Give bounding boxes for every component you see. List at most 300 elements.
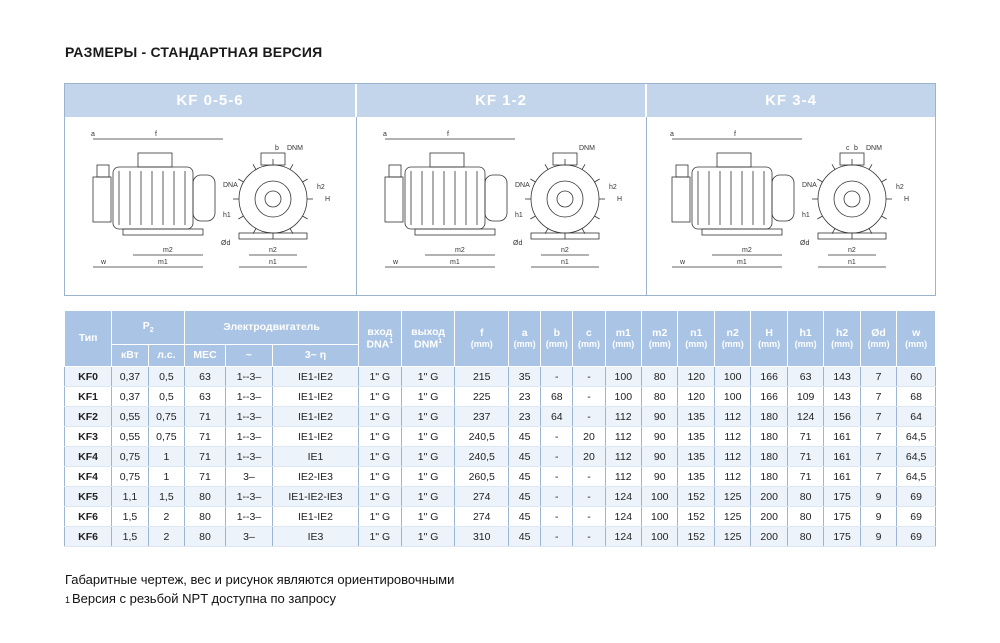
dim-label-f: f <box>734 131 736 138</box>
table-cell: 274 <box>455 507 509 527</box>
table-cell: 112 <box>714 467 750 487</box>
front-fin <box>817 179 822 182</box>
drawing-header-kf056: KF 0-5-6 <box>65 84 357 117</box>
table-cell: 45 <box>509 447 541 467</box>
front-motor-outline <box>818 165 886 233</box>
table-cell: 71 <box>787 467 823 487</box>
table-cell: - <box>573 487 605 507</box>
table-cell: 9 <box>860 527 896 547</box>
front-fin <box>253 164 256 169</box>
front-fin <box>817 216 822 219</box>
table-cell: 23 <box>509 407 541 427</box>
table-cell: 225 <box>455 387 509 407</box>
motor-foot <box>415 229 495 235</box>
col-dim-h1: h1 (mm) <box>787 311 823 367</box>
motor-foot <box>123 229 203 235</box>
table-cell: 3– <box>225 467 272 487</box>
table-cell: 1--3– <box>225 507 272 527</box>
table-cell: 180 <box>751 447 787 467</box>
table-cell: 124 <box>787 407 823 427</box>
table-cell: 69 <box>897 487 936 507</box>
pump-front-view <box>513 145 622 267</box>
front-fin <box>238 216 243 219</box>
table-cell: 1--3– <box>225 407 272 427</box>
model-cell: KF1 <box>65 387 112 407</box>
front-fin <box>238 179 243 182</box>
table-cell: 45 <box>509 507 541 527</box>
table-cell: 310 <box>455 527 509 547</box>
table-cell: 2 <box>148 527 184 547</box>
table-cell: 112 <box>714 447 750 467</box>
dim-label-c: c <box>846 145 850 152</box>
pump-outlet-port <box>389 165 401 177</box>
table-cell: 120 <box>678 367 714 387</box>
model-cell: KF3 <box>65 427 112 447</box>
table-cell: 1" G <box>401 467 455 487</box>
table-cell: 80 <box>642 387 678 407</box>
note-approximate: Габаритные чертеж, вес и рисунок являются ориентировочными <box>65 572 455 587</box>
dim-label-n1: n1 <box>561 259 569 266</box>
table-cell: 2 <box>148 507 184 527</box>
dim-label-h2: h2 <box>317 184 325 191</box>
pump-side-view <box>670 131 802 267</box>
table-cell: 1--3– <box>225 367 272 387</box>
front-fin <box>530 216 535 219</box>
table-cell: 1" G <box>358 467 401 487</box>
dim-label-h1: h1 <box>515 212 523 219</box>
table-cell: 166 <box>751 387 787 407</box>
table-cell: 112 <box>605 407 641 427</box>
drawing-kf056 <box>65 117 357 295</box>
table-cell: 80 <box>185 507 226 527</box>
front-fin <box>290 164 293 169</box>
table-cell: 35 <box>509 367 541 387</box>
table-cell: IE1-IE2 <box>273 507 359 527</box>
table-cell: 20 <box>573 447 605 467</box>
pump-drawing <box>357 117 647 295</box>
table-cell: 124 <box>605 487 641 507</box>
table-cell: 1,5 <box>112 527 148 547</box>
table-cell: 80 <box>787 487 823 507</box>
dim-label-m1: m1 <box>737 259 747 266</box>
table-cell: 1,1 <box>112 487 148 507</box>
table-cell: 68 <box>541 387 573 407</box>
dim-label-m1: m1 <box>158 259 168 266</box>
table-cell: 135 <box>678 427 714 447</box>
table-cell: 135 <box>678 467 714 487</box>
table-cell: 64,5 <box>897 427 936 447</box>
table-cell: 1" G <box>358 527 401 547</box>
table-cell: - <box>541 427 573 447</box>
model-cell: KF2 <box>65 407 112 427</box>
front-motor-outline <box>531 165 599 233</box>
table-cell: - <box>541 507 573 527</box>
table-cell: 1--3– <box>225 487 272 507</box>
table-cell: 71 <box>185 447 226 467</box>
table-cell: IE1-IE2-IE3 <box>273 487 359 507</box>
table-cell: 71 <box>185 467 226 487</box>
model-cell: KF6 <box>65 527 112 547</box>
pump-side-view <box>383 131 515 267</box>
table-cell: 45 <box>509 527 541 547</box>
table-cell: 7 <box>860 427 896 447</box>
dim-label-h1: h1 <box>223 212 231 219</box>
table-cell: 68 <box>897 387 936 407</box>
table-cell: 180 <box>751 407 787 427</box>
table-cell: 64,5 <box>897 447 936 467</box>
pump-front-view <box>221 145 330 267</box>
table-cell: 1 <box>148 447 184 467</box>
dim-label-m2: m2 <box>742 247 752 254</box>
table-cell: 1" G <box>401 427 455 447</box>
table-row <box>65 467 936 487</box>
table-cell: 152 <box>678 507 714 527</box>
table-cell: 1" G <box>358 407 401 427</box>
motor-body <box>405 167 485 229</box>
table-cell: 143 <box>824 367 860 387</box>
table-cell: 125 <box>714 527 750 547</box>
dim-label-h2: h2 <box>896 184 904 191</box>
table-cell: 64 <box>897 407 936 427</box>
table-row <box>65 507 936 527</box>
table-cell: 1" G <box>401 507 455 527</box>
terminal-box <box>138 153 172 167</box>
table-cell: 180 <box>751 427 787 447</box>
dim-label-w: w <box>680 259 686 266</box>
col-dim-a: a (mm) <box>509 311 541 367</box>
col-motor: Электродвигатель <box>185 311 359 345</box>
dim-label-w: w <box>393 259 399 266</box>
table-cell: 63 <box>787 367 823 387</box>
table-cell: - <box>573 407 605 427</box>
table-cell: 3– <box>225 527 272 547</box>
table-cell: 90 <box>642 407 678 427</box>
dim-label-dnm: DNM <box>579 145 595 152</box>
pump-front-view <box>800 145 909 267</box>
model-cell: KF5 <box>65 487 112 507</box>
front-fin <box>881 216 886 219</box>
table-cell: 152 <box>678 527 714 547</box>
table-cell: IE1-IE2 <box>273 407 359 427</box>
dim-label-h: H <box>904 196 910 203</box>
col-dim-h2: h2 (mm) <box>824 311 860 367</box>
front-fin <box>594 179 599 182</box>
table-cell: 45 <box>509 487 541 507</box>
table-cell: 90 <box>642 427 678 447</box>
table-cell: 80 <box>642 367 678 387</box>
table-cell: 112 <box>714 407 750 427</box>
dim-label-a: a <box>91 131 95 138</box>
table-cell: 1" G <box>358 367 401 387</box>
table-cell: 124 <box>605 527 641 547</box>
table-cell: - <box>573 527 605 547</box>
table-cell: 1" G <box>401 447 455 467</box>
table-cell: 274 <box>455 487 509 507</box>
table-cell: 180 <box>751 467 787 487</box>
table-cell: 0,75 <box>148 427 184 447</box>
col-dim-d: Ød (mm) <box>860 311 896 367</box>
dim-label-a: a <box>383 131 387 138</box>
motor-foot <box>702 229 782 235</box>
table-cell: 156 <box>824 407 860 427</box>
motor-body <box>692 167 772 229</box>
front-fin <box>545 164 548 169</box>
table-row <box>65 487 936 507</box>
table-cell: IE2-IE3 <box>273 467 359 487</box>
table-cell: 100 <box>642 527 678 547</box>
dim-label-n2: n2 <box>848 247 856 254</box>
table-cell: 175 <box>824 507 860 527</box>
dim-label-d: Ød <box>800 240 810 247</box>
front-fin <box>302 179 307 182</box>
dimension-drawings <box>64 83 936 296</box>
table-cell: IE3 <box>273 527 359 547</box>
pump-head <box>93 177 111 222</box>
model-cell: KF6 <box>65 507 112 527</box>
front-inlet <box>844 191 860 207</box>
footnotes <box>65 570 454 610</box>
col-three-phase: 3~ η <box>273 345 359 367</box>
table-cell: 0,75 <box>112 447 148 467</box>
table-cell: 135 <box>678 407 714 427</box>
col-hp: л.с. <box>148 345 184 367</box>
col-p2: $P_2$ <box>112 311 185 345</box>
table-cell: IE1-IE2 <box>273 367 359 387</box>
col-dim-c: c (mm) <box>573 311 605 367</box>
table-cell: 100 <box>642 487 678 507</box>
table-cell: 175 <box>824 527 860 547</box>
table-cell: 9 <box>860 507 896 527</box>
dim-label-b: b <box>854 145 858 152</box>
col-dim-m2: m2 (mm) <box>642 311 678 367</box>
table-cell: - <box>573 467 605 487</box>
table-cell: 125 <box>714 507 750 527</box>
table-cell: - <box>541 467 573 487</box>
col-dim-h: H (mm) <box>751 311 787 367</box>
table-cell: 143 <box>824 387 860 407</box>
dim-label-h: H <box>617 196 623 203</box>
table-cell: 1" G <box>358 447 401 467</box>
table-cell: 63 <box>185 387 226 407</box>
table-cell: 237 <box>455 407 509 427</box>
drawing-header-kf34: KF 3-4 <box>647 84 935 117</box>
table-cell: 1" G <box>401 407 455 427</box>
front-fin <box>832 164 835 169</box>
table-cell: 7 <box>860 387 896 407</box>
dim-label-n1: n1 <box>269 259 277 266</box>
table-cell: 45 <box>509 427 541 447</box>
dim-label-h1: h1 <box>802 212 810 219</box>
model-cell: KF4 <box>65 467 112 487</box>
front-inlet <box>557 191 573 207</box>
table-cell: 0,75 <box>148 407 184 427</box>
col-type: Тип <box>65 311 112 367</box>
dim-label-n2: n2 <box>561 247 569 254</box>
front-fin <box>302 216 307 219</box>
table-cell: 0,37 <box>112 367 148 387</box>
table-cell: IE1-IE2 <box>273 427 359 447</box>
table-cell: 0,5 <box>148 387 184 407</box>
table-cell: 240,5 <box>455 427 509 447</box>
table-cell: 166 <box>751 367 787 387</box>
table-cell: 161 <box>824 427 860 447</box>
table-cell: 64 <box>541 407 573 427</box>
table-cell: 9 <box>860 487 896 507</box>
drawing-header-kf12: KF 1-2 <box>357 84 647 117</box>
table-cell: 1--3– <box>225 427 272 447</box>
dim-label-f: f <box>155 131 157 138</box>
table-cell: 7 <box>860 467 896 487</box>
table-cell: IE1-IE2 <box>273 387 359 407</box>
dimensions-table <box>64 310 936 547</box>
dim-label-b: b <box>275 145 279 152</box>
model-cell: KF0 <box>65 367 112 387</box>
table-cell: 200 <box>751 527 787 547</box>
table-cell: 1" G <box>401 367 455 387</box>
table-cell: 45 <box>509 467 541 487</box>
col-kw: кВт <box>112 345 148 367</box>
front-fin <box>582 164 585 169</box>
drawing-kf34 <box>647 117 935 295</box>
pump-side-view <box>91 131 223 267</box>
table-row <box>65 527 936 547</box>
table-cell: 100 <box>642 507 678 527</box>
pump-outlet-port <box>676 165 688 177</box>
fan-cover <box>193 175 215 221</box>
dim-label-m1: m1 <box>450 259 460 266</box>
table-cell: 7 <box>860 367 896 387</box>
col-dim-n1: n1 (mm) <box>678 311 714 367</box>
table-cell: 112 <box>605 447 641 467</box>
dim-label-h: H <box>325 196 331 203</box>
table-cell: 80 <box>787 507 823 527</box>
dim-label-dnm: DNM <box>866 145 882 152</box>
pump-drawing <box>65 117 357 295</box>
fan-cover <box>485 175 507 221</box>
front-fin <box>881 179 886 182</box>
drawing-kf12 <box>357 117 647 295</box>
pump-head <box>672 177 690 222</box>
table-cell: 71 <box>185 427 226 447</box>
table-cell: 80 <box>185 527 226 547</box>
table-cell: 0,55 <box>112 427 148 447</box>
table-cell: 80 <box>185 487 226 507</box>
motor-body <box>113 167 193 229</box>
table-cell: 1" G <box>401 487 455 507</box>
table-cell: 1--3– <box>225 447 272 467</box>
col-dim-m1: m1 (mm) <box>605 311 641 367</box>
pump-drawing <box>647 117 935 295</box>
terminal-box <box>430 153 464 167</box>
front-pump-casing <box>255 181 291 217</box>
dim-label-d: Ød <box>513 240 523 247</box>
col-mec: MEC <box>185 345 226 367</box>
front-pump-casing <box>547 181 583 217</box>
table-cell: 1,5 <box>112 507 148 527</box>
table-cell: 1 <box>148 467 184 487</box>
table-cell: - <box>541 527 573 547</box>
table-cell: 100 <box>605 387 641 407</box>
table-cell: 64,5 <box>897 467 936 487</box>
table-cell: 112 <box>605 467 641 487</box>
terminal-box <box>717 153 751 167</box>
table-cell: 0,75 <box>112 467 148 487</box>
table-row <box>65 407 936 427</box>
table-cell: 112 <box>714 427 750 447</box>
front-fin <box>594 216 599 219</box>
table-cell: 125 <box>714 487 750 507</box>
table-cell: 1" G <box>358 487 401 507</box>
table-cell: 0,5 <box>148 367 184 387</box>
col-dim-f: f (mm) <box>455 311 509 367</box>
table-cell: 1" G <box>358 507 401 527</box>
table-cell: 152 <box>678 487 714 507</box>
table-cell: 20 <box>573 427 605 447</box>
dim-label-a: a <box>670 131 674 138</box>
table-cell: 1" G <box>401 527 455 547</box>
table-cell: 1" G <box>358 387 401 407</box>
note-npt: 1 Версия с резьбой NPT доступна по запросу <box>65 591 337 606</box>
table-cell: 90 <box>642 447 678 467</box>
table-cell: 1" G <box>358 427 401 447</box>
col-single-phase: ~ <box>225 345 272 367</box>
dim-label-n2: n2 <box>269 247 277 254</box>
table-cell: 1" G <box>401 387 455 407</box>
table-cell: 0,55 <box>112 407 148 427</box>
dim-label-n1: n1 <box>848 259 856 266</box>
front-motor-outline <box>239 165 307 233</box>
table-cell: 71 <box>787 427 823 447</box>
table-cell: 0,37 <box>112 387 148 407</box>
table-row <box>65 367 936 387</box>
front-pump-casing <box>834 181 870 217</box>
table-cell: 100 <box>714 387 750 407</box>
table-cell: 175 <box>824 487 860 507</box>
dim-label-f: f <box>447 131 449 138</box>
pump-outlet-port <box>97 165 109 177</box>
dim-label-dnm: DNM <box>287 145 303 152</box>
table-row <box>65 387 936 407</box>
table-cell: - <box>573 507 605 527</box>
dim-label-dna: DNA <box>515 182 530 189</box>
table-cell: 215 <box>455 367 509 387</box>
front-inlet <box>265 191 281 207</box>
table-row <box>65 447 936 467</box>
table-cell: 161 <box>824 447 860 467</box>
dim-label-w: w <box>101 259 107 266</box>
fan-cover <box>772 175 794 221</box>
table-cell: 135 <box>678 447 714 467</box>
table-cell: 1--3– <box>225 387 272 407</box>
dim-label-d: Ød <box>221 240 231 247</box>
table-row <box>65 427 936 447</box>
table-cell: 120 <box>678 387 714 407</box>
model-cell: KF4 <box>65 447 112 467</box>
front-fin <box>869 164 872 169</box>
table-cell: 69 <box>897 527 936 547</box>
table-cell: 69 <box>897 507 936 527</box>
table-cell: - <box>573 367 605 387</box>
table-cell: 80 <box>787 527 823 547</box>
page-title: РАЗМЕРЫ - СТАНДАРТНАЯ ВЕРСИЯ <box>65 44 323 60</box>
dim-label-m2: m2 <box>455 247 465 254</box>
col-outlet: выход DNM$^1$ <box>401 311 455 367</box>
table-cell: - <box>541 447 573 467</box>
table-cell: 109 <box>787 387 823 407</box>
col-dim-w: w (mm) <box>897 311 936 367</box>
dim-label-dna: DNA <box>802 182 817 189</box>
table-cell: - <box>541 367 573 387</box>
